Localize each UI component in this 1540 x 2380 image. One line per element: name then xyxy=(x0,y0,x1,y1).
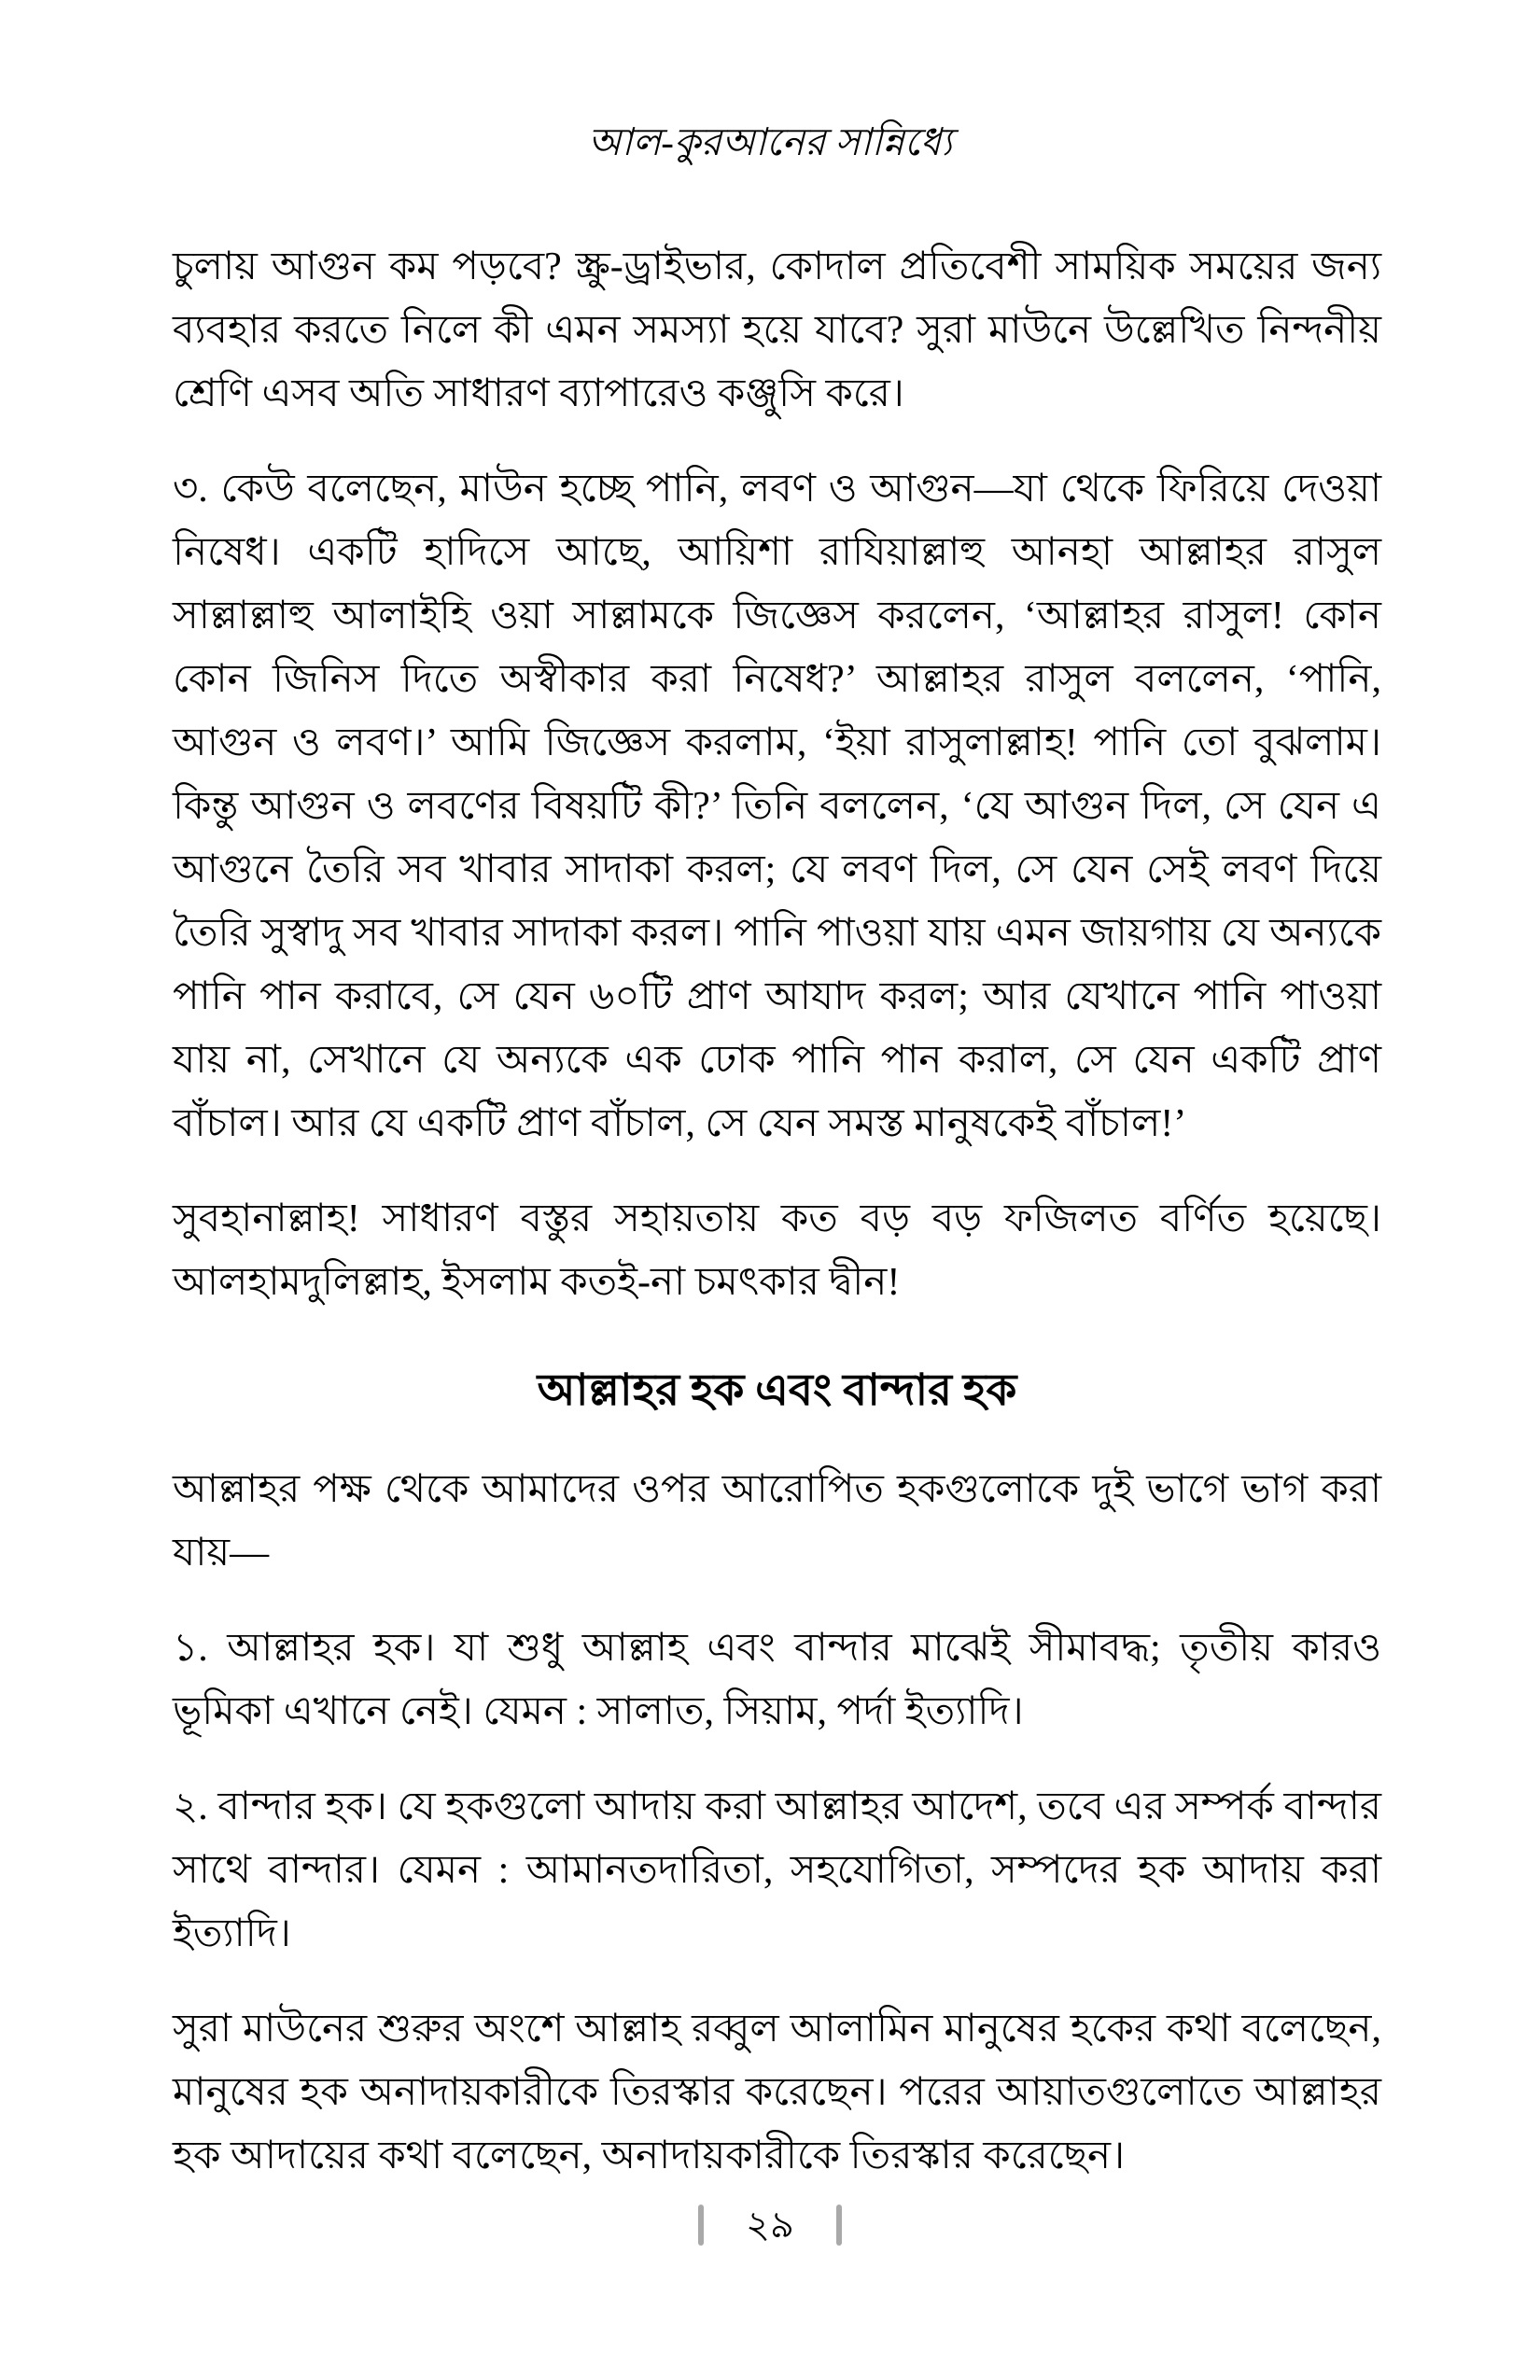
numbered-item: ১. আল্লাহর হক। যা শুধু আল্লাহ এবং বান্দার মাঝেই সীমাবদ্ধ; তৃতীয় কারও ভূমিকা এখানে নেই। যেমন : সালাত, সিয়াম, পর্দা ইত্যাদি। xyxy=(173,1627,1381,1733)
body-paragraph: সুবহানাল্লাহ! সাধারণ বস্তুর সহায়তায় কত বড় বড় ফজিলত বর্ণিত হয়েছে। আলহামদুলিল্লাহ, ইসলাম কতই-না চমৎকার দ্বীন! xyxy=(173,1197,1381,1304)
page-number-bar-left xyxy=(698,2205,704,2246)
page-content xyxy=(173,235,1381,2219)
body-paragraph: আল্লাহর পক্ষ থেকে আমাদের ওপর আরোপিত হকগুলোকে দুই ভাগে ভাগ করা যায়— xyxy=(173,1468,1381,1575)
page-number: ২৯ xyxy=(746,2204,794,2246)
body-paragraph: সুরা মাউনের শুরুর অংশে আল্লাহ রব্বুল আলামিন মানুষের হকের কথা বলেছেন, মানুষের হক অনাদায়কারীকে তিরস্কার করেছেন। পরের আয়াতগুলোতে আল্লাহর হক আদায়ের কথা বলেছেন, অনাদায়কারীকে তিরস্কার করেছেন। xyxy=(173,2008,1381,2177)
body-paragraph: ৩. কেউ বলেছেন, মাউন হচ্ছে পানি, লবণ ও আগুন—যা থেকে ফিরিয়ে দেওয়া নিষেধ। একটি হাদিসে আছে, আয়িশা রাযিয়াল্লাহু আনহা আল্লাহর রাসুল সাল্লাল্লাহু আলাইহি ওয়া সাল্লামকে জিজ্ঞেস করলেন, ‘আল্লাহর রাসুল! কোন কোন জিনিস দিতে অস্বীকার করা নিষেধ?’ আল্লাহর রাসুল বললেন, ‘পানি, আগুন ও লবণ।’ আমি জিজ্ঞেস করলাম, ‘ইয়া রাসুলাল্লাহ! পানি তো বুঝলাম। কিন্তু আগুন ও লবণের বিষয়টি কী?’ তিনি বললেন, ‘যে আগুন দিল, সে যেন এ আগুনে তৈরি সব খাবার সাদাকা করল; যে লবণ দিল, সে যেন সেই লবণ দিয়ে তৈরি সুস্বাদু সব খাবার সাদাকা করল। পানি পাওয়া যায় এমন জায়গায় যে অন্যকে পানি পান করাবে, সে যেন ৬০টি প্রাণ আযাদ করল; আর যেখানে পানি পাওয়া যায় না, সেখানে যে অন্যকে এক ঢোক পানি পান করাল, সে যেন একটি প্রাণ বাঁচাল। আর যে একটি প্রাণ বাঁচাল, সে যেন সমস্ত মানুষকেই বাঁচাল!’ xyxy=(173,468,1381,1145)
body-paragraph: চুলায় আগুন কম পড়বে? স্ক্রু-ড্রাইভার, কোদাল প্রতিবেশী সাময়িক সময়ের জন্য ব্যবহার করতে নিলে কী এমন সমস্যা হয়ে যাবে? সুরা মাউনে উল্লেখিত নিন্দনীয় শ্রেণি এসব অতি সাধারণ ব্যাপারেও কঞ্জুসি করে। xyxy=(173,245,1381,415)
page-footer xyxy=(0,2205,1540,2246)
page-number-bar-right xyxy=(836,2205,842,2246)
running-head-title: আল-কুরআনের সান্নিধ্যে xyxy=(587,120,953,163)
section-heading: আল্লাহর হক এবং বান্দার হক xyxy=(537,1366,1017,1415)
numbered-item: ২. বান্দার হক। যে হকগুলো আদায় করা আল্লাহর আদেশ, তবে এর সম্পর্ক বান্দার সাথে বান্দার। যেমন : আমানতদারিতা, সহযোগিতা, সম্পদের হক আদায় করা ইত্যাদি। xyxy=(173,1785,1381,1955)
